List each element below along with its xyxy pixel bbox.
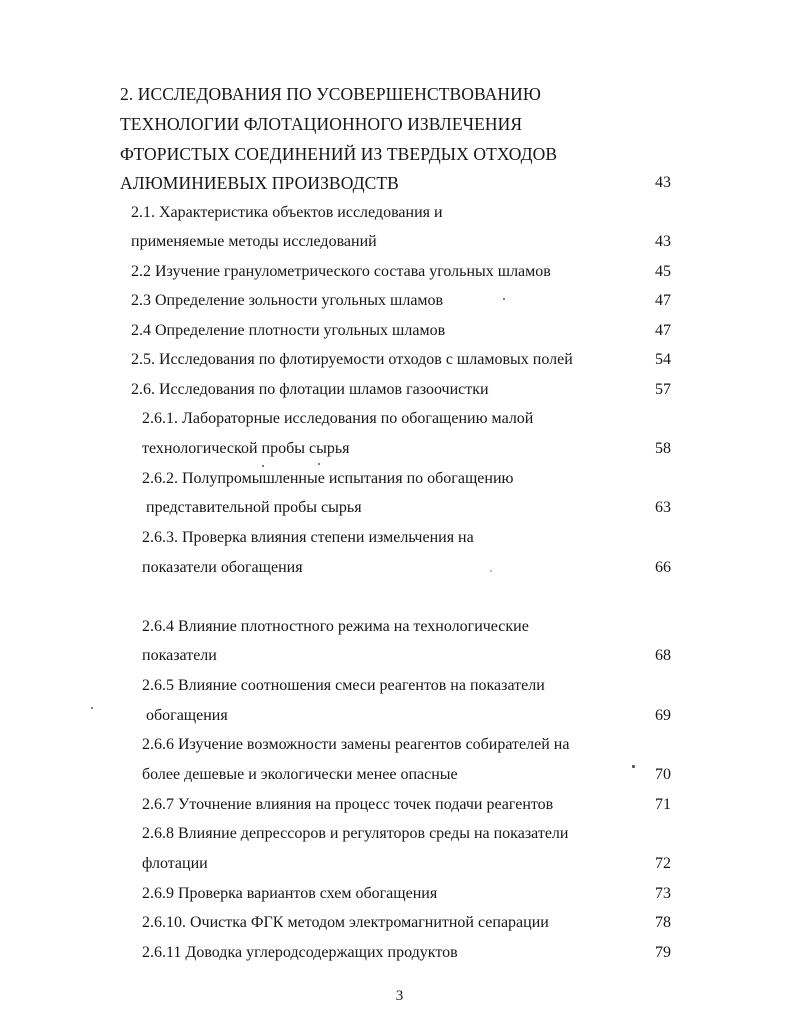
toc-entry-2-3: 2.3 Определение зольности угольных шламов xyxy=(131,292,444,309)
toc-entry-2-6-10-page: 78 xyxy=(655,914,671,931)
toc-entry-2-6-3-line-2: показатели обогащения xyxy=(142,559,303,576)
toc-entry-2-6: 2.6. Исследования по флотации шламов газоочистки xyxy=(131,381,489,398)
scan-speck xyxy=(503,298,505,300)
chapter-title-line-3: ФТОРИСТЫХ СОЕДИНЕНИЙ ИЗ ТВЕРДЫХ ОТХОДОВ xyxy=(120,144,558,164)
toc-entry-2-6-6-line-1: 2.6.6 Изучение возможности замены реагентов собирателей на xyxy=(142,736,570,753)
toc-entry-2-6-5-page: 69 xyxy=(655,707,671,724)
toc-entry-2-6-6-page: 70 xyxy=(655,766,671,783)
toc-entry-2-4-page: 47 xyxy=(655,322,671,339)
toc-entry-2-1-page: 43 xyxy=(655,233,671,250)
toc-entry-2-6-1-page: 58 xyxy=(655,440,671,457)
toc-entry-2-5: 2.5. Исследования по флотируемости отходов с шламовых полей xyxy=(131,351,573,368)
chapter-page-number: 43 xyxy=(655,174,671,191)
toc-entry-2-6-3-page: 66 xyxy=(655,559,671,576)
toc-entry-2-6-4-line-1: 2.6.4 Влияние плотностного режима на технологические xyxy=(142,618,529,635)
scan-speck xyxy=(318,463,320,465)
toc-entry-2-6-8-line-1: 2.6.8 Влияние депрессоров и регуляторов среды на показатели xyxy=(142,825,569,842)
chapter-title-line-1: 2. ИССЛЕДОВАНИЯ ПО УСОВЕРШЕНСТВОВАНИЮ xyxy=(120,84,541,104)
toc-entry-2-6-4-line-2: показатели xyxy=(142,647,217,664)
scan-speck xyxy=(262,465,264,467)
toc-entry-2-6-1-line-2: технологической пробы сырья xyxy=(142,440,350,457)
page-number: 3 xyxy=(395,988,404,1004)
toc-entry-2-6-7: 2.6.7 Уточнение влияния на процесс точек подачи реагентов xyxy=(142,796,554,813)
toc-entry-2-6-page: 57 xyxy=(655,381,671,398)
chapter-title-line-4: АЛЮМИНИЕВЫХ ПРОИЗВОДСТВ xyxy=(120,173,399,193)
toc-entry-2-1-line-2: применяемые методы исследований xyxy=(131,233,377,250)
toc-entry-2-6-11-page: 79 xyxy=(655,944,671,961)
toc-entry-2-1-line-1: 2.1. Характеристика объектов исследования и xyxy=(131,204,443,221)
toc-entry-2-6-4-page: 68 xyxy=(655,647,671,664)
toc-entry-2-3-page: 47 xyxy=(655,292,671,309)
toc-entry-2-6-8-page: 72 xyxy=(655,855,671,872)
toc-entry-2-2: 2.2 Изучение гранулометрического состава угольных шламов xyxy=(131,263,551,280)
scan-speck xyxy=(91,707,93,709)
chapter-title-line-2: ТЕХНОЛОГИИ ФЛОТАЦИОННОГО ИЗВЛЕЧЕНИЯ xyxy=(120,114,523,134)
toc-entry-2-6-9-page: 73 xyxy=(655,885,671,902)
toc-entry-2-6-10: 2.6.10. Очистка ФГК методом электромагнитной сепарации xyxy=(142,914,549,931)
toc-entry-2-5-page: 54 xyxy=(655,351,671,368)
scan-speck xyxy=(632,765,635,768)
toc-entry-2-6-2-page: 63 xyxy=(655,499,671,516)
toc-entry-2-6-2-line-1: 2.6.2. Полупромышленные испытания по обогащению xyxy=(142,470,514,487)
toc-entry-2-6-5-line-2: обогащения xyxy=(142,707,228,724)
scan-speck xyxy=(490,570,492,572)
toc-entry-2-6-6-line-2: более дешевые и экологически менее опасные xyxy=(142,766,458,783)
toc-entry-2-6-1-line-1: 2.6.1. Лабораторные исследования по обогащению малой xyxy=(142,410,534,427)
toc-entry-2-6-9: 2.6.9 Проверка вариантов схем обогащения xyxy=(142,885,438,902)
toc-entry-2-6-8-line-2: флотации xyxy=(142,855,208,872)
toc-entry-2-6-11: 2.6.11 Доводка углеродсодержащих продуктов xyxy=(142,944,458,961)
toc-entry-2-6-7-page: 71 xyxy=(655,796,671,813)
toc-entry-2-6-3-line-1: 2.6.3. Проверка влияния степени измельчения на xyxy=(142,529,474,546)
toc-entry-2-4: 2.4 Определение плотности угольных шламов xyxy=(131,322,446,339)
toc-entry-2-2-page: 45 xyxy=(655,263,671,280)
toc-entry-2-6-5-line-1: 2.6.5 Влияние соотношения смеси реагентов на показатели xyxy=(142,677,545,694)
toc-entry-2-6-2-line-2: представительной пробы сырья xyxy=(142,499,362,516)
